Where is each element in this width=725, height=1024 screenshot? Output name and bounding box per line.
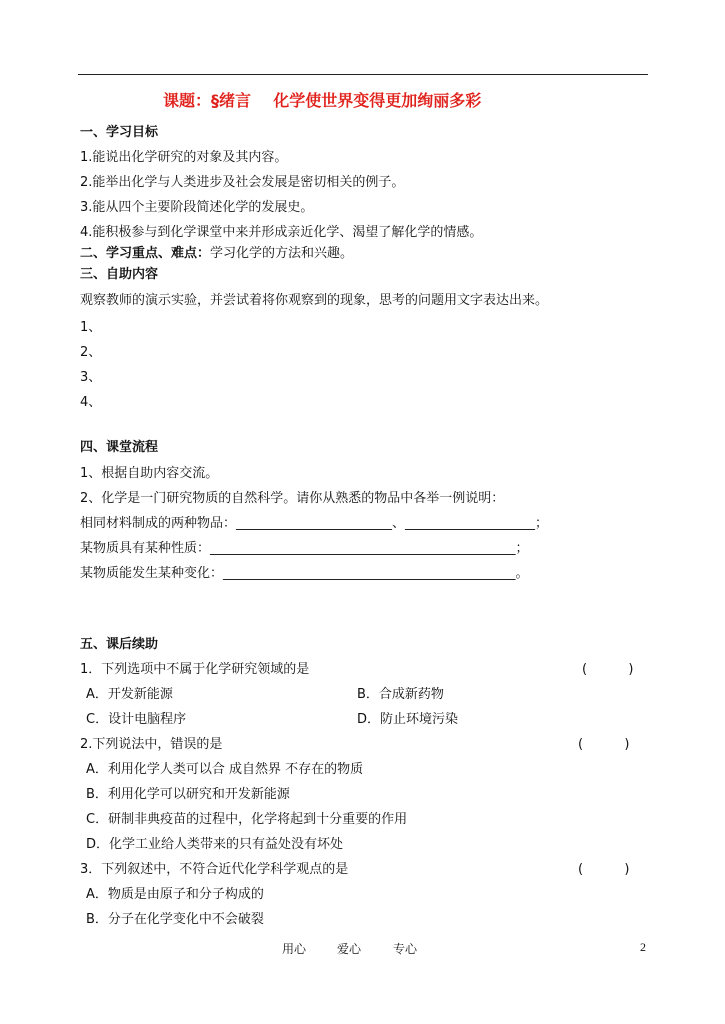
answer-line: 1、 (80, 320, 102, 335)
option: A．开发新能源 (86, 687, 173, 702)
fill-in-blank: 某物质能发生某种变化：_____________________________________________。 (80, 566, 529, 581)
goal-item: 1.能说出化学研究的对象及其内容。 (80, 150, 288, 165)
answer-bracket: ( ) (578, 737, 630, 752)
footer-text: 爱心 (337, 942, 362, 956)
section-heading-class-flow: 四、课堂流程 (80, 440, 159, 455)
key-points-line (80, 245, 353, 263)
footer-text: 专心 (393, 942, 418, 956)
answer-bracket: ( ) (582, 662, 634, 677)
question-stem: 1．下列选项中不属于化学研究领域的是 (80, 662, 310, 677)
section-heading-after-class: 五、课后续助 (80, 637, 159, 652)
flow-item: 2、化学是一门研究物质的自然科学。请你从熟悉的物品中各举一例说明： (80, 491, 505, 506)
key-points-text: 学习化学的方法和兴趣。 (210, 246, 354, 261)
section-heading-goals: 一、学习目标 (80, 125, 159, 140)
option: A．利用化学人类可以合 成自然界 不存在的物质 (86, 762, 364, 777)
option: A．物质是由原子和分子构成的 (86, 887, 264, 902)
option: B．利用化学可以研究和开发新能源 (86, 787, 290, 802)
question-stem: 2.下列说法中，错误的是 (80, 737, 223, 752)
section-heading-self-study: 三、自助内容 (80, 267, 159, 282)
self-study-intro: 观察教师的演示实验，并尝试着将你观察到的现象，思考的问题用文字表达出来。 (80, 293, 549, 308)
section-heading-key-points: 二、学习重点、难点： (80, 246, 211, 261)
footer-text: 用心 (282, 942, 307, 956)
document-title: 课题：§绪言 化学使世界变得更加绚丽多彩 (163, 91, 482, 110)
option: C．设计电脑程序 (86, 712, 187, 727)
option: B．合成新药物 (357, 687, 444, 702)
goal-item: 3.能从四个主要阶段简述化学的发展史。 (80, 200, 314, 215)
answer-bracket: ( ) (578, 862, 630, 877)
option: D．化学工业给人类带来的只有益处没有坏处 (86, 837, 344, 852)
option: D．防止环境污染 (357, 712, 459, 727)
option: B．分子在化学变化中不会破裂 (86, 912, 264, 927)
answer-line: 3、 (80, 370, 102, 385)
answer-line: 4、 (80, 395, 102, 410)
option: C．研制非典疫苗的过程中，化学将起到十分重要的作用 (86, 812, 408, 827)
answer-line: 2、 (80, 345, 102, 360)
fill-in-blank: 某物质具有某种性质：_______________________________________________； (80, 541, 529, 556)
fill-in-blank: 相同材料制成的两种物品：________________________、____________________； (80, 516, 549, 531)
question-stem: 3．下列叙述中，不符合近代化学科学观点的是 (80, 862, 349, 877)
header-rule (78, 74, 648, 75)
page-number: 2 (640, 940, 646, 954)
goal-item: 2.能举出化学与人类进步及社会发展是密切相关的例子。 (80, 175, 405, 190)
goal-item: 4.能积极参与到化学课堂中来并形成亲近化学、渴望了解化学的情感。 (80, 225, 483, 240)
flow-item: 1、根据自助内容交流。 (80, 466, 219, 481)
